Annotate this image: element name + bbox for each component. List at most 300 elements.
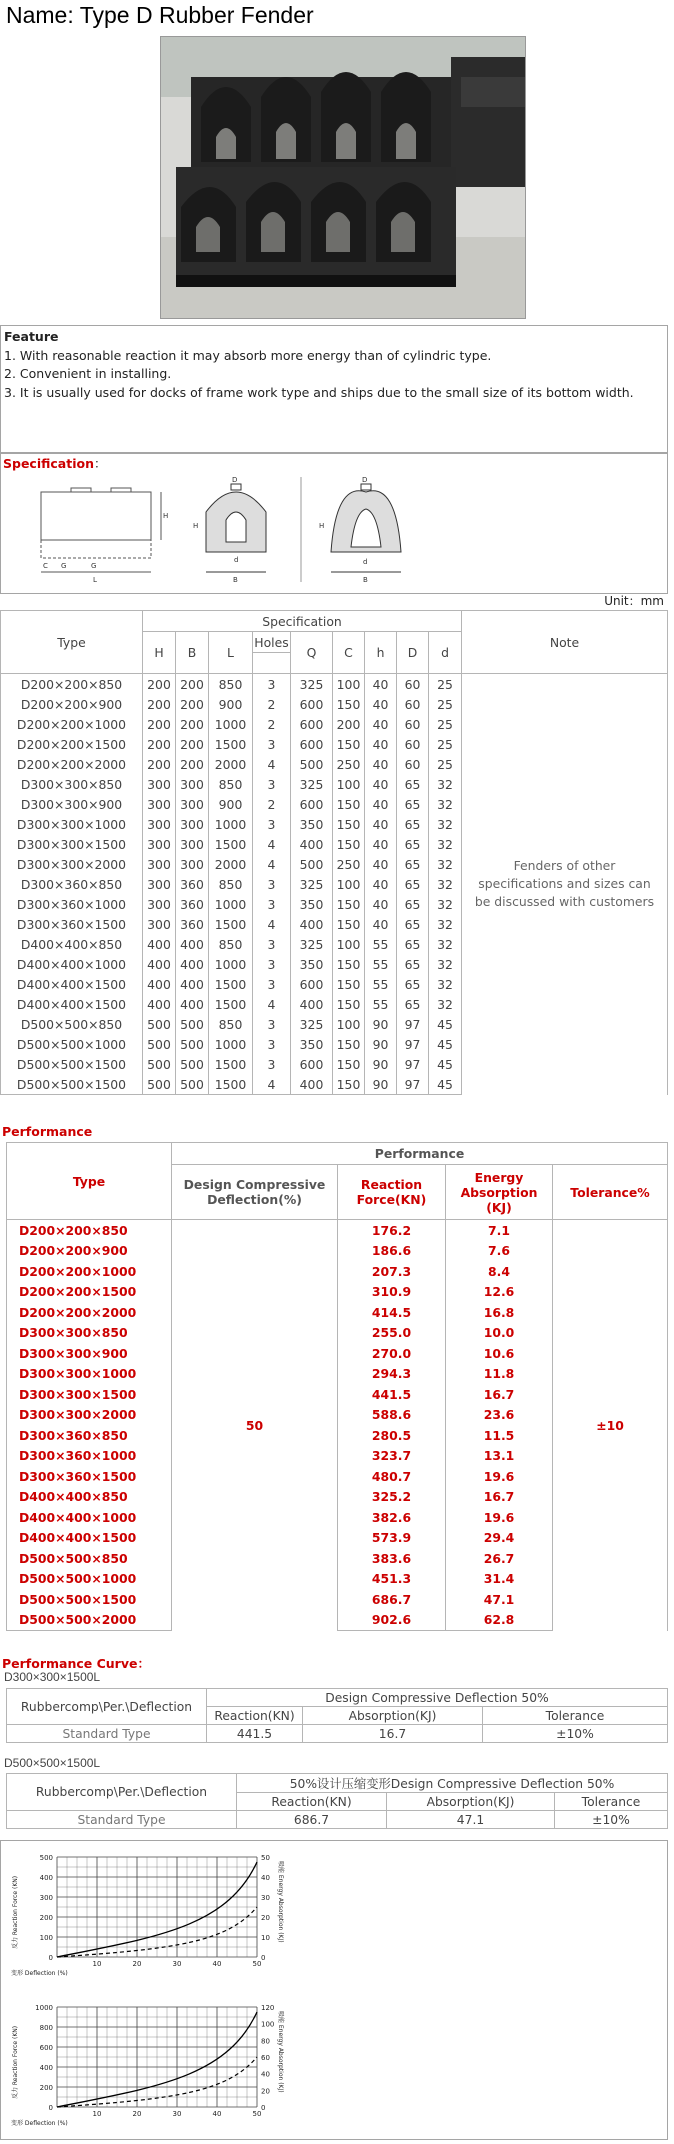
value-cell: 600 <box>291 1054 333 1074</box>
value-cell: 1000 <box>209 894 253 914</box>
value-cell: 4 <box>253 914 291 934</box>
value-cell: 55 <box>365 934 397 954</box>
reaction-cell: 207.3 <box>338 1261 446 1282</box>
y-tick-label: 0 <box>48 2104 53 2112</box>
value-cell: 400 <box>176 954 209 974</box>
reaction-cell: 902.6 <box>338 1610 446 1631</box>
value-cell: 55 <box>365 954 397 974</box>
x-tick-label: 20 <box>132 2110 142 2118</box>
value-cell: 300 <box>143 774 176 794</box>
value-cell: 400 <box>143 994 176 1014</box>
value-cell: 400 <box>291 834 333 854</box>
value-cell: 1500 <box>209 994 253 1014</box>
feature-section <box>0 325 668 453</box>
col-header: Absorption(KJ) <box>387 1793 555 1811</box>
value-cell: 150 <box>333 694 365 714</box>
col-header: Reaction(KN) <box>207 1707 303 1725</box>
value-cell: 40 <box>365 794 397 814</box>
y-tick-label: 800 <box>39 2024 53 2032</box>
value-cell: 325 <box>291 934 333 954</box>
type-cell: D300×360×850 <box>1 874 143 894</box>
perf-type-cell: D300×300×2000 <box>7 1405 172 1426</box>
value-cell: 500 <box>176 1054 209 1074</box>
reaction-cell: 186.6 <box>338 1241 446 1262</box>
value-cell: 60 <box>397 674 429 695</box>
value-cell: 25 <box>429 694 462 714</box>
type-cell: D500×500×1000 <box>1 1034 143 1054</box>
value-cell: 300 <box>143 794 176 814</box>
value-cell: 3 <box>253 934 291 954</box>
perf-type-cell: D300×360×850 <box>7 1425 172 1446</box>
energy-cell: 16.7 <box>446 1487 553 1508</box>
value-cell: 250 <box>333 854 365 874</box>
value-cell: 400 <box>291 1074 333 1095</box>
energy-cell: 10.6 <box>446 1343 553 1364</box>
value-cell: 900 <box>209 694 253 714</box>
perf-type-cell: D300×300×1000 <box>7 1364 172 1385</box>
y-tick-label: 200 <box>39 1914 53 1922</box>
value-cell: 32 <box>429 774 462 794</box>
value-cell: 400 <box>143 934 176 954</box>
value-cell: 400 <box>143 954 176 974</box>
value-cell: 1500 <box>209 834 253 854</box>
value-cell: 45 <box>429 1014 462 1034</box>
value-cell: 100 <box>333 674 365 695</box>
value-cell: 90 <box>365 1034 397 1054</box>
standard-type: Standard Type <box>7 1811 237 1829</box>
col-header: Tolerance <box>483 1707 668 1725</box>
value-cell: 3 <box>253 774 291 794</box>
value-cell: 16.7 <box>303 1725 483 1743</box>
y-right-tick-label: 60 <box>261 2054 270 2062</box>
value-cell: 850 <box>209 1014 253 1034</box>
value-cell: 65 <box>397 914 429 934</box>
type-cell: D300×300×1500 <box>1 834 143 854</box>
feature-item: 1. With reasonable reaction it may absorb more energy than of cylindric type. <box>4 347 492 363</box>
value-cell: 200 <box>143 694 176 714</box>
value-cell: 65 <box>397 854 429 874</box>
y-tick-label: 300 <box>39 1894 53 1902</box>
value-cell: 40 <box>365 774 397 794</box>
row-header: Rubbercomp\Per.\Deflection <box>7 1774 237 1811</box>
energy-cell: 29.4 <box>446 1528 553 1549</box>
value-cell: 3 <box>253 954 291 974</box>
curve-group-header: 50%设计压缩变形Design Compressive Deflection 50% <box>237 1774 668 1793</box>
dim-label: H <box>319 522 325 530</box>
value-cell: 150 <box>333 974 365 994</box>
y-right-axis-label: 吸能 Energy Absorption (KJ) <box>277 2011 284 2093</box>
dim-label: d <box>234 556 239 564</box>
type-header: Type <box>1 611 143 674</box>
value-cell: 4 <box>253 994 291 1014</box>
value-cell: 2 <box>253 694 291 714</box>
energy-cell: 16.8 <box>446 1302 553 1323</box>
x-tick-label: 20 <box>132 1960 142 1968</box>
table-row <box>1 674 668 695</box>
type-cell: D200×200×900 <box>1 694 143 714</box>
value-cell: 850 <box>209 674 253 695</box>
value-cell: 1000 <box>209 814 253 834</box>
y-tick-label: 600 <box>39 2044 53 2052</box>
col-header: C <box>333 632 365 674</box>
value-cell: 500 <box>143 1054 176 1074</box>
value-cell: 97 <box>397 1014 429 1034</box>
value-cell: 4 <box>253 834 291 854</box>
perf-type-cell: D300×360×1000 <box>7 1446 172 1467</box>
value-cell: 60 <box>397 734 429 754</box>
value-cell: 300 <box>176 854 209 874</box>
type-cell: D500×500×1500 <box>1 1054 143 1074</box>
dim-label: C <box>43 562 48 570</box>
value-cell: 360 <box>176 894 209 914</box>
value-cell: 150 <box>333 894 365 914</box>
value-cell: 40 <box>365 714 397 734</box>
value-cell: 100 <box>333 774 365 794</box>
y-axis-label: 反力 Reaction Force (KN) <box>12 1875 19 1949</box>
value-cell: 300 <box>143 894 176 914</box>
value-cell: 32 <box>429 814 462 834</box>
type-cell: D300×300×1000 <box>1 814 143 834</box>
reaction-cell: 451.3 <box>338 1569 446 1590</box>
y-right-tick-label: 40 <box>261 2070 270 2079</box>
value-cell: 850 <box>209 934 253 954</box>
reaction-cell: 176.2 <box>338 1220 446 1241</box>
value-cell: 300 <box>176 774 209 794</box>
reaction-cell: 323.7 <box>338 1446 446 1467</box>
perf-type-cell: D200×200×900 <box>7 1241 172 1262</box>
value-cell: 150 <box>333 734 365 754</box>
value-cell: 2000 <box>209 754 253 774</box>
perf-type-cell: D300×360×1500 <box>7 1466 172 1487</box>
dim-label: D <box>232 476 238 484</box>
value-cell: 350 <box>291 814 333 834</box>
perf-type-cell: D200×200×1000 <box>7 1261 172 1282</box>
value-cell: 150 <box>333 1034 365 1054</box>
product-photo <box>160 36 526 319</box>
y-right-tick-label: 100 <box>261 2020 275 2029</box>
value-cell: 3 <box>253 1034 291 1054</box>
value-cell: 4 <box>253 1074 291 1095</box>
y-right-tick-label: 40 <box>261 1874 270 1882</box>
unit-label: Unit：mm <box>604 594 664 608</box>
dim-label: D <box>362 476 368 484</box>
col-header: D <box>397 632 429 674</box>
reaction-cell: 270.0 <box>338 1343 446 1364</box>
tolerance-cell: ±10 <box>553 1220 668 1631</box>
y-right-tick-label: 120 <box>261 2004 275 2012</box>
value-cell: 325 <box>291 674 333 695</box>
reaction-cell: 441.5 <box>338 1384 446 1405</box>
x-axis-label: 变形 Deflection (%) <box>11 1970 68 1977</box>
curve-model-1: D300×300×1500L <box>4 1670 101 1684</box>
value-cell: 600 <box>291 714 333 734</box>
x-tick-label: 40 <box>212 1960 222 1968</box>
col-header: d <box>429 632 462 674</box>
value-cell: 600 <box>291 974 333 994</box>
value-cell: 97 <box>397 1054 429 1074</box>
value-cell: 300 <box>176 794 209 814</box>
value-cell: 3 <box>253 674 291 695</box>
deflection-header: Design Compressive Deflection(%) <box>172 1165 338 1220</box>
y-right-tick-label: 10 <box>261 1934 270 1942</box>
value-cell: 60 <box>397 754 429 774</box>
value-cell: 1500 <box>209 974 253 994</box>
value-cell: 150 <box>333 1054 365 1074</box>
value-cell: 4 <box>253 854 291 874</box>
value-cell: 65 <box>397 814 429 834</box>
value-cell: 200 <box>143 734 176 754</box>
perf-type-cell: D500×500×850 <box>7 1548 172 1569</box>
value-cell: ±10% <box>555 1811 668 1829</box>
feature-heading: Feature <box>4 329 59 344</box>
value-cell: 65 <box>397 794 429 814</box>
y-tick-label: 400 <box>39 1874 53 1882</box>
perf-type-cell: D200×200×2000 <box>7 1302 172 1323</box>
dim-label: B <box>233 576 238 584</box>
dim-label: G <box>61 562 67 570</box>
value-cell: 60 <box>397 714 429 734</box>
value-cell: 3 <box>253 894 291 914</box>
value-cell: 150 <box>333 1074 365 1095</box>
type-cell: D400×400×1500 <box>1 974 143 994</box>
value-cell: ±10% <box>483 1725 668 1743</box>
value-cell: 200 <box>143 714 176 734</box>
reaction-cell: 588.6 <box>338 1405 446 1426</box>
y-tick-label: 100 <box>39 1934 53 1942</box>
value-cell: 65 <box>397 774 429 794</box>
value-cell: 150 <box>333 914 365 934</box>
value-cell: 32 <box>429 874 462 894</box>
y-tick-label: 0 <box>48 1954 53 1962</box>
performance-heading: Performance <box>2 1124 93 1139</box>
value-cell: 600 <box>291 734 333 754</box>
type-cell: D400×400×850 <box>1 934 143 954</box>
col-header: H <box>143 632 176 674</box>
value-cell: 65 <box>397 894 429 914</box>
spec-group-header: Specification <box>143 611 462 632</box>
y-right-axis-label: 吸能 Energy Absorption (KJ) <box>277 1861 284 1943</box>
energy-cell: 11.8 <box>446 1364 553 1385</box>
col-header: L <box>209 632 253 674</box>
page-title: Name: Type D Rubber Fender <box>6 2 314 28</box>
value-cell: 3 <box>253 1054 291 1074</box>
value-cell: 300 <box>143 834 176 854</box>
x-axis-label: 变形 Deflection (%) <box>11 2120 68 2127</box>
value-cell: 900 <box>209 794 253 814</box>
x-tick-label: 30 <box>172 1960 182 1968</box>
value-cell: 40 <box>365 674 397 695</box>
col-header: Reaction(KN) <box>237 1793 387 1811</box>
type-cell: D200×200×850 <box>1 674 143 695</box>
reaction-header: Reaction Force(KN) <box>338 1165 446 1220</box>
value-cell: 32 <box>429 974 462 994</box>
y-right-tick-label: 20 <box>261 2087 270 2096</box>
energy-cell: 62.8 <box>446 1610 553 1631</box>
value-cell: 300 <box>176 814 209 834</box>
value-cell: 4 <box>253 754 291 774</box>
value-cell: 45 <box>429 1054 462 1074</box>
value-cell: 65 <box>397 834 429 854</box>
value-cell: 1500 <box>209 734 253 754</box>
feature-item: 2. Convenient in installing. <box>4 366 172 381</box>
value-cell: 25 <box>429 754 462 774</box>
x-tick-label: 10 <box>92 2110 102 2118</box>
energy-header: Energy Absorption (KJ) <box>446 1165 553 1220</box>
value-cell: 500 <box>176 1014 209 1034</box>
deflection-cell: 50 <box>172 1220 338 1631</box>
value-cell: 500 <box>176 1074 209 1095</box>
reaction-cell: 255.0 <box>338 1323 446 1344</box>
y-tick-label: 500 <box>39 1854 53 1862</box>
perf-type-cell: D300×300×850 <box>7 1323 172 1344</box>
col-header: B <box>176 632 209 674</box>
dimension-drawing <box>31 472 451 590</box>
y-axis-label: 反力 Reaction Force (KN) <box>12 2025 19 2099</box>
value-cell: 32 <box>429 834 462 854</box>
value-cell: 250 <box>333 754 365 774</box>
col-header: Q <box>291 632 333 674</box>
reaction-cell: 280.5 <box>338 1425 446 1446</box>
value-cell: 325 <box>291 774 333 794</box>
value-cell: 200 <box>176 734 209 754</box>
value-cell: 325 <box>291 1014 333 1034</box>
energy-cell: 19.6 <box>446 1466 553 1487</box>
value-cell: 360 <box>176 914 209 934</box>
performance-table <box>6 1142 668 1631</box>
energy-cell: 7.1 <box>446 1220 553 1241</box>
value-cell: 40 <box>365 874 397 894</box>
perf-type-cell: D300×300×900 <box>7 1343 172 1364</box>
value-cell: 65 <box>397 934 429 954</box>
type-cell: D200×200×1500 <box>1 734 143 754</box>
energy-cell: 47.1 <box>446 1589 553 1610</box>
curve-model-2: D500×500×1500L <box>4 1756 101 1770</box>
type-cell: D300×360×1500 <box>1 914 143 934</box>
energy-cell: 11.5 <box>446 1425 553 1446</box>
perf-type-header: Type <box>7 1143 172 1220</box>
energy-cell: 23.6 <box>446 1405 553 1426</box>
x-tick-label: 30 <box>172 2110 182 2118</box>
value-cell: 500 <box>291 854 333 874</box>
value-cell: 65 <box>397 874 429 894</box>
y-right-tick-label: 0 <box>261 1954 266 1962</box>
note-header: Note <box>462 611 668 674</box>
value-cell: 300 <box>143 814 176 834</box>
perf-type-cell: D500×500×1000 <box>7 1569 172 1590</box>
x-tick-label: 50 <box>252 1960 262 1968</box>
performance-curve-chart-2 <box>9 1999 319 2139</box>
value-cell: 850 <box>209 774 253 794</box>
value-cell: 200 <box>143 754 176 774</box>
value-cell: 500 <box>143 1074 176 1095</box>
value-cell: 1000 <box>209 1034 253 1054</box>
value-cell: 300 <box>176 834 209 854</box>
col-header: Absorption(KJ) <box>303 1707 483 1725</box>
value-cell: 3 <box>253 974 291 994</box>
value-cell: 90 <box>365 1054 397 1074</box>
perf-type-cell: D400×400×1500 <box>7 1528 172 1549</box>
value-cell: 1500 <box>209 1074 253 1095</box>
value-cell: 150 <box>333 794 365 814</box>
performance-curve-heading: Performance Curve： <box>2 1656 150 1671</box>
dim-label: d <box>363 558 368 566</box>
col-header: h <box>365 632 397 674</box>
x-tick-label: 50 <box>252 2110 262 2118</box>
value-cell: 150 <box>333 814 365 834</box>
value-cell: 40 <box>365 894 397 914</box>
value-cell: 850 <box>209 874 253 894</box>
value-cell: 40 <box>365 834 397 854</box>
value-cell: 40 <box>365 854 397 874</box>
type-cell: D300×300×850 <box>1 774 143 794</box>
value-cell: 150 <box>333 994 365 1014</box>
col-header: Holes <box>253 632 291 653</box>
performance-curves <box>0 1840 668 2140</box>
curve-table-1 <box>6 1688 668 1743</box>
value-cell: 47.1 <box>387 1811 555 1829</box>
value-cell: 1000 <box>209 714 253 734</box>
perf-type-cell: D500×500×1500 <box>7 1589 172 1610</box>
value-cell: 40 <box>365 734 397 754</box>
reaction-cell: 414.5 <box>338 1302 446 1323</box>
value-cell: 500 <box>143 1014 176 1034</box>
perf-type-cell: D200×200×1500 <box>7 1282 172 1303</box>
y-tick-label: 200 <box>39 2084 53 2092</box>
row-header: Rubbercomp\Per.\Deflection <box>7 1689 207 1725</box>
dim-label: H <box>163 512 169 520</box>
value-cell: 441.5 <box>207 1725 303 1743</box>
y-tick-label: 400 <box>39 2064 53 2072</box>
tolerance-header: Tolerance% <box>553 1165 668 1220</box>
value-cell: 3 <box>253 814 291 834</box>
value-cell: 2000 <box>209 854 253 874</box>
value-cell: 200 <box>176 714 209 734</box>
value-cell: 350 <box>291 954 333 974</box>
reaction-cell: 480.7 <box>338 1466 446 1487</box>
value-cell: 1000 <box>209 954 253 974</box>
x-tick-label: 40 <box>212 2110 222 2118</box>
value-cell: 200 <box>176 694 209 714</box>
type-cell: D200×200×1000 <box>1 714 143 734</box>
perf-type-cell: D400×400×850 <box>7 1487 172 1508</box>
y-right-tick-label: 0 <box>261 2104 266 2112</box>
type-cell: D500×500×850 <box>1 1014 143 1034</box>
performance-curve-chart-1 <box>9 1849 319 1989</box>
perf-type-cell: D500×500×2000 <box>7 1610 172 1631</box>
value-cell: 400 <box>143 974 176 994</box>
type-cell: D400×400×1000 <box>1 954 143 974</box>
type-cell: D300×300×900 <box>1 794 143 814</box>
value-cell: 686.7 <box>237 1811 387 1829</box>
value-cell: 350 <box>291 894 333 914</box>
value-cell: 97 <box>397 1074 429 1095</box>
type-cell: D300×300×2000 <box>1 854 143 874</box>
value-cell: 2 <box>253 714 291 734</box>
value-cell: 45 <box>429 1034 462 1054</box>
y-tick-label: 1000 <box>35 2004 53 2012</box>
value-cell: 400 <box>176 994 209 1014</box>
x-tick-label: 10 <box>92 1960 102 1968</box>
value-cell: 200 <box>176 674 209 695</box>
table-row <box>7 1220 668 1241</box>
value-cell: 45 <box>429 1074 462 1095</box>
value-cell: 65 <box>397 994 429 1014</box>
value-cell: 100 <box>333 934 365 954</box>
value-cell: 32 <box>429 954 462 974</box>
type-cell: D500×500×1500 <box>1 1074 143 1095</box>
type-cell: D400×400×1500 <box>1 994 143 1014</box>
value-cell: 300 <box>143 854 176 874</box>
